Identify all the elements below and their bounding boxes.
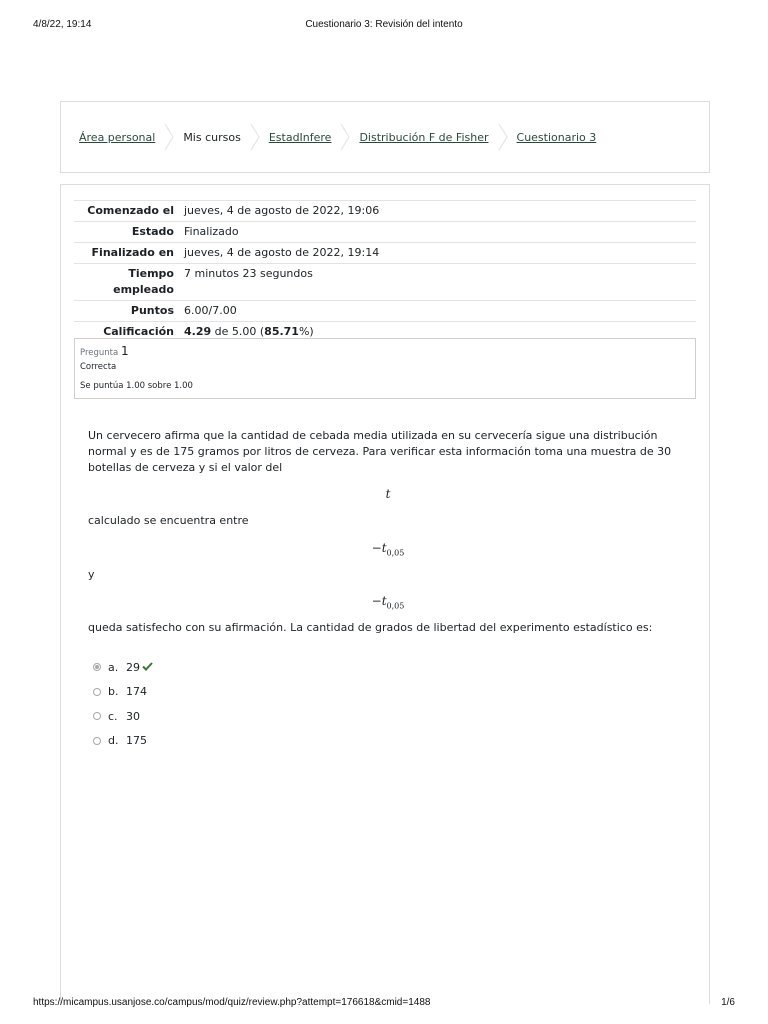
question-number-value: 1 — [120, 344, 129, 358]
grade-score: 4.29 — [184, 325, 212, 338]
radio-icon[interactable] — [93, 712, 101, 720]
answer-value: 174 — [126, 685, 147, 699]
answer-value: 175 — [126, 734, 147, 748]
summary-label: Estado — [131, 225, 174, 238]
radio-icon[interactable] — [93, 737, 101, 745]
answer-letter: a. — [108, 660, 119, 674]
attempt-summary-table — [74, 200, 696, 343]
answer-option-d[interactable] — [93, 729, 153, 754]
print-datetime: 4/8/22, 19:14 — [33, 19, 92, 30]
breadcrumb-item-quiz[interactable] — [517, 102, 597, 172]
breadcrumb-separator-icon — [164, 124, 174, 150]
breadcrumb-link[interactable]: EstadInfere — [268, 130, 332, 144]
answer-value: 29 — [126, 660, 140, 674]
grade-of: de 5.00 ( — [211, 325, 265, 338]
summary-row-points — [74, 301, 696, 322]
print-url: https://micampus.usanjose.co/campus/mod/quiz/review.php?attempt=176618&cmid=1488 — [33, 997, 431, 1008]
math-upper — [88, 594, 688, 610]
answer-value: 30 — [126, 709, 140, 723]
summary-row-state — [74, 222, 696, 243]
breadcrumb-item-area-personal[interactable] — [79, 102, 155, 172]
breadcrumb-text[interactable]: Mis cursos — [183, 130, 241, 144]
math-upper-main: −t — [371, 594, 387, 608]
breadcrumb-item-section[interactable] — [359, 102, 488, 172]
question-number — [80, 344, 129, 358]
print-title: Cuestionario 3: Revisión del intento — [305, 19, 463, 30]
question-state: Correcta — [80, 362, 117, 372]
print-header — [0, 0, 768, 40]
answer-option-b[interactable] — [93, 680, 153, 705]
grade-percent: 85.71 — [264, 325, 299, 338]
breadcrumb-link[interactable]: Área personal — [79, 130, 156, 144]
math-upper-sub: 0,05 — [386, 601, 405, 611]
answer-letter: b. — [108, 685, 119, 699]
answer-option-a[interactable] — [93, 655, 153, 680]
question-text-between: calculado se encuentra entre — [88, 514, 249, 527]
grade-suffix: %) — [298, 325, 314, 338]
summary-value: Finalizado — [184, 225, 239, 238]
print-footer — [0, 994, 768, 1024]
summary-value: jueves, 4 de agosto de 2022, 19:14 — [184, 246, 380, 259]
math-t: t — [385, 487, 391, 501]
summary-value: jueves, 4 de agosto de 2022, 19:06 — [184, 204, 380, 217]
question-text-and: y — [88, 568, 95, 581]
summary-row-time — [74, 264, 696, 301]
breadcrumb-link[interactable]: Cuestionario 3 — [516, 130, 597, 144]
question-label: Pregunta — [80, 348, 119, 358]
breadcrumb-item-mis-cursos[interactable] — [183, 102, 241, 172]
math-lower — [88, 541, 688, 557]
summary-row-finished — [74, 243, 696, 264]
summary-value: 7 minutos 23 segundos — [184, 267, 313, 280]
radio-icon[interactable] — [93, 688, 101, 696]
summary-label: Calificación — [103, 325, 174, 338]
breadcrumb-separator-icon — [340, 124, 350, 150]
answer-option-c[interactable] — [93, 704, 153, 729]
breadcrumb — [61, 102, 596, 172]
summary-row-started — [74, 201, 696, 222]
print-page-number: 1/6 — [721, 997, 735, 1008]
summary-value: 6.00/7.00 — [184, 304, 237, 317]
question-text: Un cervecero afirma que la cantidad de cebada media utilizada en su cervecería sigue una distribución normal y es de 175 gramos por litros de cerveza. Para verificar esta información toma una muestra de 30 botellas de cerveza y si el valor del — [88, 429, 672, 474]
summary-label: Comenzado el — [87, 204, 174, 217]
checkmark-icon — [142, 661, 153, 674]
math-lower-sub: 0,05 — [386, 548, 405, 558]
radio-checked-icon[interactable] — [93, 663, 101, 671]
answer-list — [93, 655, 153, 753]
summary-label: Finalizado en — [91, 246, 174, 259]
question-grade: Se puntúa 1.00 sobre 1.00 — [80, 381, 193, 391]
breadcrumb-item-course[interactable] — [269, 102, 332, 172]
breadcrumb-separator-icon — [498, 124, 508, 150]
summary-label: Tiempo empleado — [113, 267, 174, 296]
answer-letter: d. — [108, 734, 119, 748]
breadcrumb-card — [60, 101, 710, 173]
breadcrumb-link[interactable]: Distribución F de Fisher — [359, 130, 489, 144]
breadcrumb-separator-icon — [250, 124, 260, 150]
question-text-end: queda satisfecho con su afirmación. La cantidad de grados de libertad del experimento estadístico es: — [88, 621, 653, 634]
math-lower-main: −t — [371, 541, 387, 555]
answer-letter: c. — [108, 709, 118, 723]
question-info-box — [74, 338, 696, 399]
summary-label: Puntos — [130, 304, 174, 317]
